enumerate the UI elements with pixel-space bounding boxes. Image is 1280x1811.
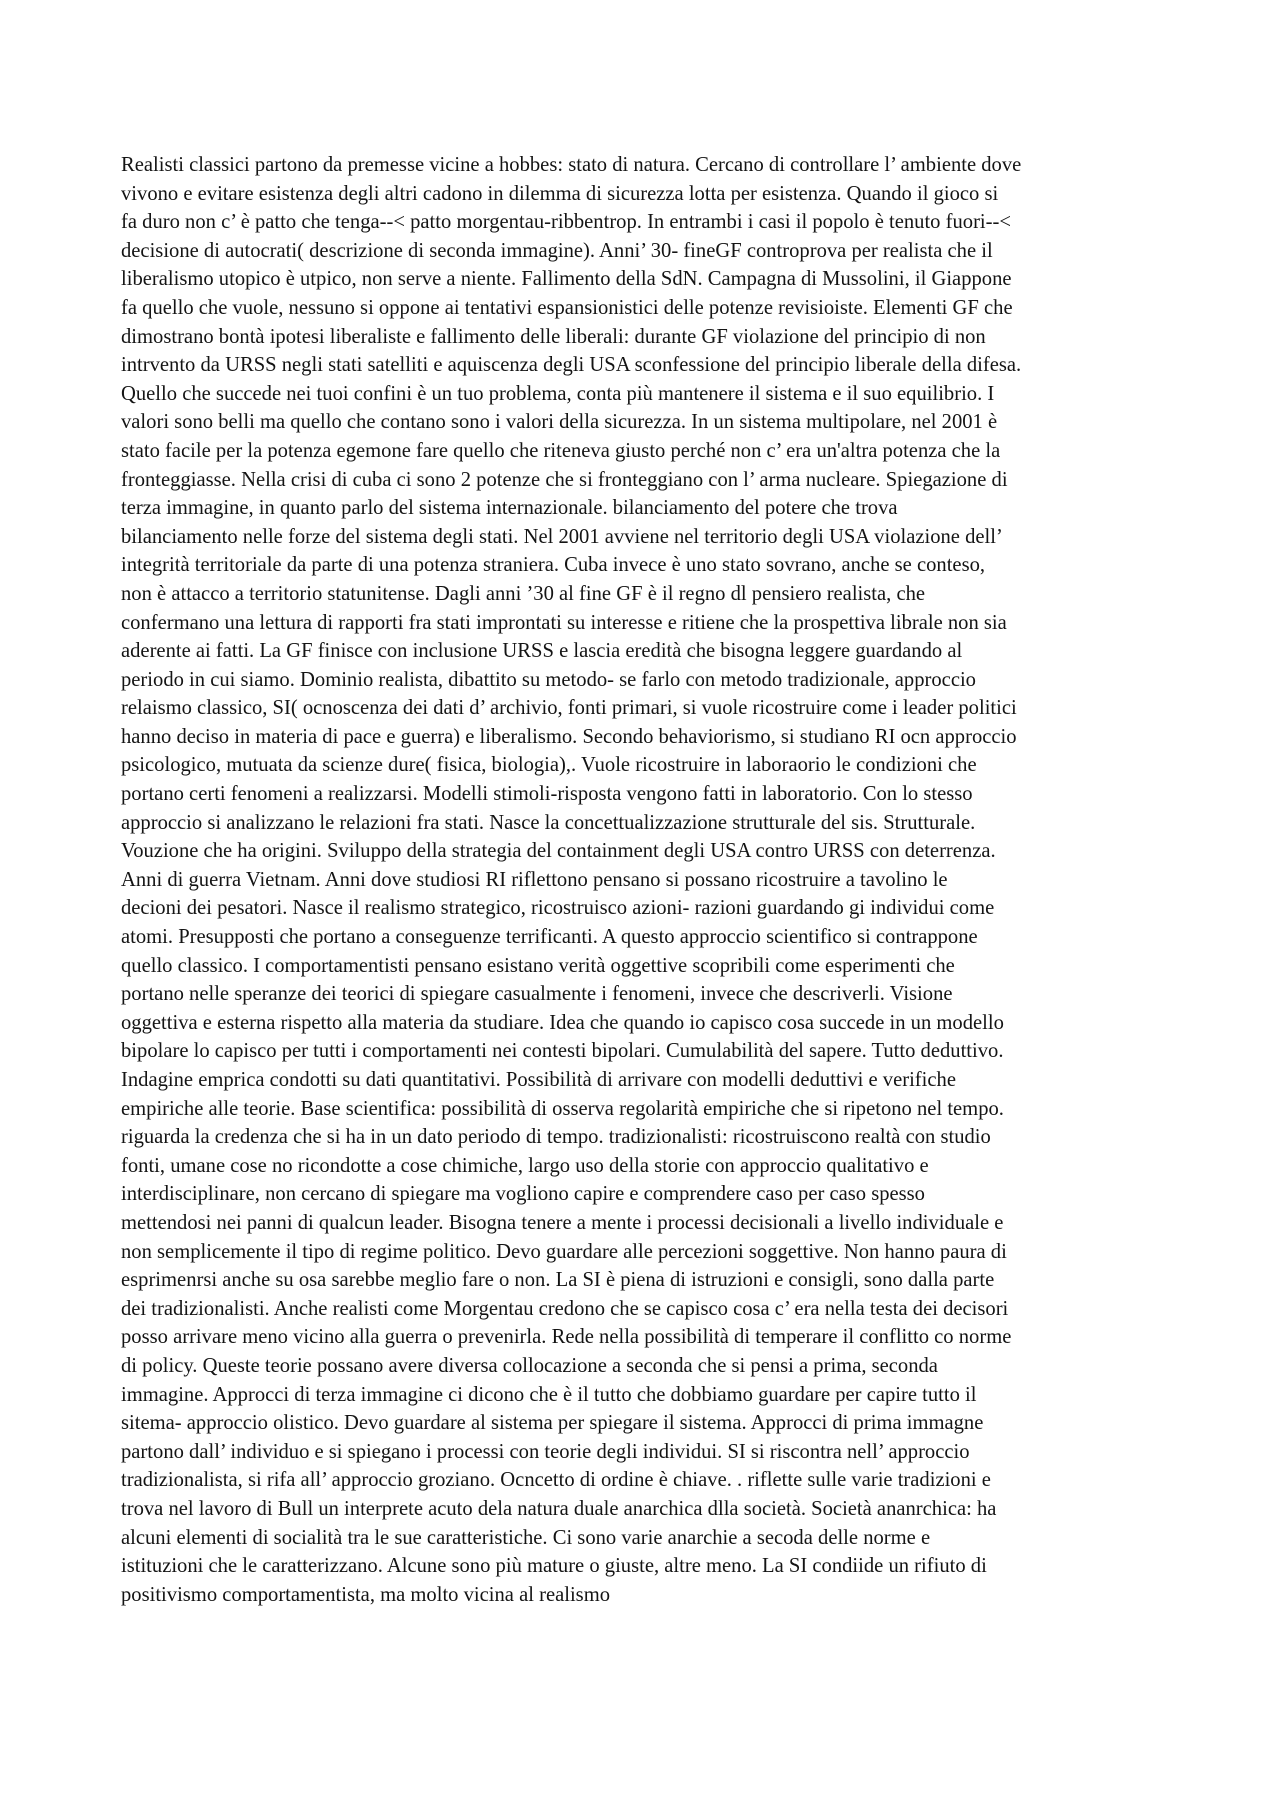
- text-line: riguarda la credenza che si ha in un dato periodo di tempo. tradizionalisti: ricostruiscono realtà con studio: [121, 1126, 991, 1149]
- text-line: tradizionalista, si rifa all’ approccio groziano. Ocncetto di ordine è chiave. . riflette sulle varie tradizioni e: [121, 1469, 991, 1492]
- text-line: intrvento da URSS negli stati satelliti e aquiscenza degli USA sconfessione del principio liberale della difesa.: [121, 354, 1022, 377]
- text-line: portano nelle speranze dei teorici di spiegare casualmente i fenomeni, invece che descriverli. Visione: [121, 983, 953, 1006]
- text-line: Quello che succede nei tuoi confini è un tuo problema, conta più mantenere il sistema e il suo equilibrio. I: [121, 382, 995, 405]
- text-line: Vouzione che ha origini. Sviluppo della strategia del containment degli USA contro URSS con deterrenza.: [121, 840, 996, 863]
- text-line: fonti, umane cose no ricondotte a cose chimiche, largo uso della storie con approccio qualitativo e: [121, 1154, 929, 1177]
- text-line: hanno deciso in materia di pace e guerra) e liberalismo. Secondo behaviorismo, si studiano RI ocn approccio: [121, 725, 1017, 748]
- text-line: atomi. Presupposti che portano a conseguenze terrificanti. A questo approccio scientifico si contrappone: [121, 926, 978, 949]
- text-line: Realisti classici partono da premesse vicine a hobbes: stato di natura. Cercano di controllare l’ ambiente dove: [121, 154, 1022, 176]
- text-line: partono dall’ individuo e si spiegano i processi con teorie degli individui. SI si riscontra nell’ approccio: [121, 1440, 970, 1463]
- text-line: immagine. Approcci di terza immagine ci dicono che è il tutto che dobbiamo guardare per capire tutto il: [121, 1383, 977, 1406]
- text-line: Indagine emprica condotti su dati quantitativi. Possibilità di arrivare con modelli deduttivi e verifiche: [121, 1069, 956, 1091]
- text-line: istituzioni che le caratterizzano. Alcune sono più mature o giuste, altre meno. La SI condiide un rifiuto di: [121, 1555, 987, 1578]
- text-line: sitema- approccio olistico. Devo guardare al sistema per spiegare il sistema. Approcci di prima immagne: [121, 1412, 984, 1435]
- text-line: di policy. Queste teorie possano avere diversa collocazione a seconda che si pensi a prima, seconda: [121, 1354, 938, 1377]
- text-line: posso arrivare meno vicino alla guerra o prevenirla. Rede nella possibilità di temperare il conflitto co norme: [121, 1326, 1012, 1349]
- text-line: empiriche alle teorie. Base scientifica: possibilità di osserva regolarità empiriche che si ripetono nel tempo.: [121, 1097, 1004, 1120]
- text-line: non semplicemente il tipo di regime politico. Devo guardare alle percezioni soggettive. Non hanno paura di: [121, 1240, 1007, 1263]
- text-line: quello classico. I comportamentisti pensano esistano verità oggettive scopribili come esperimenti che: [121, 954, 955, 977]
- text-line: interdisciplinare, non cercano di spiegare ma vogliono capire e comprendere caso per caso spesso: [121, 1183, 925, 1206]
- text-line: confermano una lettura di rapporti fra stati improntati su interesse e ritiene che la prospettiva librale non sia: [121, 611, 1007, 634]
- text-line: integrità territoriale da parte di una potenza straniera. Cuba invece è uno stato sovrano, anche se conteso,: [121, 554, 986, 577]
- text-line: periodo in cui siamo. Dominio realista, dibattito su metodo- se farlo con metodo tradizionale, approccio: [121, 668, 976, 691]
- text-line: relaismo classico, SI( ocnoscenza dei dati d’ archivio, fonti primari, si vuole ricostruire come i leader politici: [121, 697, 1017, 720]
- text-line: aderente ai fatti. La GF finisce con inclusione URSS e lascia eredità che bisogna leggere guardando al: [121, 640, 963, 663]
- text-line: positivismo comportamentista, ma molto vicina al realismo: [121, 1583, 611, 1606]
- text-line: trova nel lavoro di Bull un interprete acuto dela natura duale anarchica dlla società. Società ananrchica: ha: [121, 1497, 997, 1520]
- text-line: oggettiva e esterna rispetto alla materia da studiare. Idea che quando io capisco cosa succede in un modello: [121, 1011, 1004, 1034]
- text-line: portano certi fenomeni a realizzarsi. Modelli stimoli-risposta vengono fatti in laboratorio. Con lo stesso: [121, 783, 973, 806]
- body-text: [121, 151, 1166, 1609]
- text-line: mettendosi nei panni di qualcun leader. Bisogna tenere a mente i processi decisionali a livello individuale e: [121, 1211, 1004, 1234]
- text-line: fronteggiasse. Nella crisi di cuba ci sono 2 potenze che si fronteggiano con l’ arma nucleare. Spiegazione di: [121, 468, 1008, 491]
- text-line: Anni di guerra Vietnam. Anni dove studiosi RI riflettono pensano si possano ricostruire a tavolino le: [121, 868, 948, 891]
- text-line: esprimenrsi anche su osa sarebbe meglio fare o non. La SI è piena di istruzioni e consigli, sono dalla parte: [121, 1269, 995, 1292]
- text-line: decisione di autocrati( descrizione di seconda immagine). Anni’ 30- fineGF controprova per realista che il: [121, 239, 993, 262]
- text-line: vivono e evitare esistenza degli altri cadono in dilemma di sicurezza lotta per esistenza. Quando il gioco si: [121, 182, 999, 205]
- text-line: valori sono belli ma quello che contano sono i valori della sicurezza. In un sistema multipolare, nel 2001 è: [121, 411, 998, 434]
- text-line: fa duro non c’ è patto che tenga--< patto morgentau-ribbentrop. In entrambi i casi il popolo è tenuto fuori--<: [121, 211, 1011, 234]
- text-line: dei tradizionalisti. Anche realisti come Morgentau credono che se capisco cosa c’ era nella testa dei decisori: [121, 1297, 1009, 1320]
- text-line: liberalismo utopico è utpico, non serve a niente. Fallimento della SdN. Campagna di Mussolini, il Giappone: [121, 268, 1012, 291]
- text-line: terza immagine, in quanto parlo del sistema internazionale. bilanciamento del potere che trova: [121, 497, 898, 520]
- text-line: bipolare lo capisco per tutti i comportamenti nei contesti bipolari. Cumulabilità del sapere. Tutto deduttivo.: [121, 1040, 1004, 1063]
- text-line: dimostrano bontà ipotesi liberaliste e fallimento delle liberali: durante GF violazione del principio di non: [121, 325, 986, 348]
- text-line: decioni dei pesatori. Nasce il realismo strategico, ricostruisco azioni- razioni guardando gi individui come: [121, 897, 995, 920]
- text-line: alcuni elementi di socialità tra le sue caratteristiche. Ci sono varie anarchie a secoda delle norme e: [121, 1526, 931, 1549]
- text-line: fa quello che vuole, nessuno si oppone ai tentativi espansionistici delle potenze revisioiste. Elementi GF che: [121, 296, 1013, 319]
- text-line: bilanciamento nelle forze del sistema degli stati. Nel 2001 avviene nel territorio degli USA violazione dell’: [121, 525, 1003, 548]
- text-line: non è attacco a territorio statunitense. Dagli anni ’30 al fine GF è il regno dl pensiero realista, che: [121, 582, 926, 605]
- text-line: stato facile per la potenza egemone fare quello che riteneva giusto perché non c’ era un'altra potenza che la: [121, 439, 1001, 462]
- text-line: approccio si analizzano le relazioni fra stati. Nasce la concettualizzazione strutturale del sis. Strutturale.: [121, 811, 976, 834]
- text-line: psicologico, mutuata da scienze dure( fisica, biologia),. Vuole ricostruire in laboraorio le condizioni che: [121, 754, 977, 777]
